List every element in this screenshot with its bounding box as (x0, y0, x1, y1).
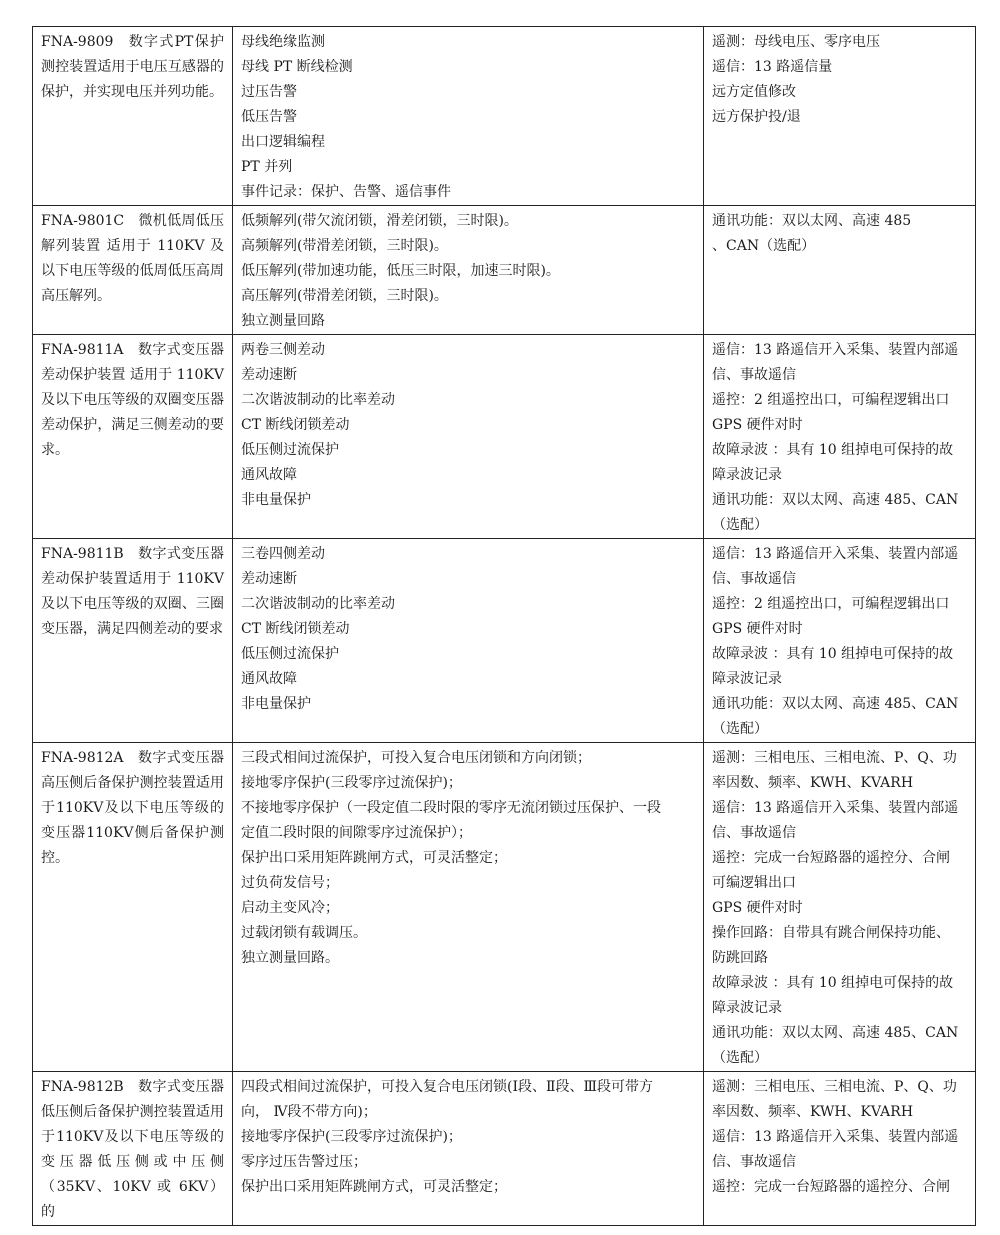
feature-item: 遥信：13 路遥信量 (712, 59, 833, 75)
feature-item: 信、事故遥信 (712, 367, 796, 383)
function-item: 过载闭锁有载调压。 (241, 925, 367, 941)
function-item: 独立测量回路 (241, 313, 325, 329)
table-row (33, 1072, 976, 1226)
features-cell (704, 1072, 976, 1226)
feature-item: （选配） (712, 1050, 768, 1066)
feature-item: （选配） (712, 517, 768, 533)
feature-item: 信、事故遥信 (712, 1154, 796, 1170)
feature-item: （选配） (712, 721, 768, 737)
product-description: 数字式变压器低压侧后备保护测控装置适用于110KV及以下电压等级的变压器低压侧或中压侧（35KV、10KV 或 6KV）的 (41, 1079, 224, 1220)
function-item: 独立测量回路。 (241, 950, 339, 966)
function-item: 接地零序保护(三段零序过流保护)； (241, 1129, 462, 1145)
function-item: 通风故障 (241, 671, 297, 687)
function-item: 过负荷发信号； (241, 875, 339, 891)
function-item: 保护出口采用矩阵跳闸方式，可灵活整定； (241, 1179, 507, 1195)
functions-cell (233, 206, 704, 335)
features-cell (704, 539, 976, 743)
feature-item: 遥信：13 路遥信开入采集、装置内部遥 (712, 546, 959, 562)
feature-item: 信、事故遥信 (712, 825, 796, 841)
product-name: FNA-9812B (41, 1079, 124, 1095)
function-item: 过压告警 (241, 84, 297, 100)
feature-item: GPS 硬件对时 (712, 900, 803, 916)
function-item: 两卷三侧差动 (241, 342, 325, 358)
feature-item: 远方定值修改 (712, 84, 796, 100)
product-name: FNA-9801C (41, 213, 125, 229)
feature-item: 遥信：13 路遥信开入采集、装置内部遥 (712, 342, 959, 358)
feature-item: GPS 硬件对时 (712, 621, 803, 637)
feature-item: 遥控：完成一台短路器的遥控分、合闸 (712, 1179, 950, 1195)
product-cell (33, 206, 233, 335)
product-table-body (33, 27, 976, 1226)
table-row (33, 206, 976, 335)
feature-item: 遥控：2 组遥控出口，可编程逻辑出口 (712, 392, 950, 408)
feature-item: 故障录波 ：具有 10 组掉电可保持的故 (712, 975, 954, 991)
feature-item: 、CAN（选配） (712, 238, 816, 254)
function-item: 高频解列(带滑差闭锁，三时限)。 (241, 238, 448, 254)
function-item: 保护出口采用矩阵跳闸方式，可灵活整定； (241, 850, 507, 866)
feature-item: 率因数、频率、KWH、KVARH (712, 775, 914, 791)
function-item: 非电量保护 (241, 492, 311, 508)
function-item: 通风故障 (241, 467, 297, 483)
function-item: 三卷四侧差动 (241, 546, 325, 562)
functions-cell (233, 1072, 704, 1226)
product-name: FNA-9811B (41, 546, 124, 562)
feature-item: 防跳回路 (712, 950, 768, 966)
functions-cell (233, 335, 704, 539)
feature-item: 故障录波 ：具有 10 组掉电可保持的故 (712, 646, 954, 662)
function-item: 二次谐波制动的比率差动 (241, 392, 395, 408)
feature-item: 遥测：三相电压、三相电流、P、Q、功 (712, 750, 957, 766)
function-item: 低频解列(带欠流闭锁，滑差闭锁，三时限)。 (241, 213, 518, 229)
function-item: 事件记录：保护、告警、遥信事件 (241, 184, 451, 200)
product-table (32, 26, 976, 1226)
function-item: CT 断线闭锁差动 (241, 621, 350, 637)
product-description: 数字式变压器高压侧后备保护测控装置适用于110KV及以下电压等级的变压器110KV侧后备保护测控。 (41, 750, 224, 866)
features-cell (704, 743, 976, 1072)
feature-item: 障录波记录 (712, 1000, 782, 1016)
function-item: 低压侧过流保护 (241, 442, 339, 458)
function-item: 低压侧过流保护 (241, 646, 339, 662)
product-name: FNA-9811A (41, 342, 124, 358)
feature-item: 通讯功能：双以太网、高速 485、CAN (712, 696, 959, 712)
function-item: 母线 PT 断线检测 (241, 59, 353, 75)
function-item: 低压告警 (241, 109, 297, 125)
features-cell (704, 335, 976, 539)
product-cell (33, 1072, 233, 1226)
function-item: 低压解列(带加速功能，低压三时限，加速三时限)。 (241, 263, 560, 279)
feature-item: 遥测：三相电压、三相电流、P、Q、功 (712, 1079, 957, 1095)
features-cell (704, 206, 976, 335)
functions-cell (233, 743, 704, 1072)
feature-item: 遥控：2 组遥控出口，可编程逻辑出口 (712, 596, 950, 612)
table-row (33, 27, 976, 206)
feature-item: 障录波记录 (712, 671, 782, 687)
function-item: 母线绝缘监测 (241, 34, 325, 50)
product-cell (33, 539, 233, 743)
table-row (33, 335, 976, 539)
product-cell (33, 743, 233, 1072)
feature-item: 遥控：完成一台短路器的遥控分、合闸 (712, 850, 950, 866)
product-name: FNA-9812A (41, 750, 124, 766)
function-item: 向， Ⅳ段不带方向)； (241, 1104, 377, 1120)
table-row (33, 743, 976, 1072)
feature-item: 远方保护投/退 (712, 109, 801, 125)
features-cell (704, 27, 976, 206)
feature-item: 操作回路：自带具有跳合闸保持功能、 (712, 925, 950, 941)
product-description: 微机低周低压解列装置 适用于 110KV 及以下电压等级的低周低压高周高压解列。 (41, 213, 224, 304)
feature-item: 遥测：母线电压、零序电压 (712, 34, 880, 50)
product-description: 数字式变压器差动保护装置 适用于 110KV 及以下电压等级的双圈变压器差动保护，满足三侧差动的要求。 (41, 342, 224, 458)
feature-item: 遥信：13 路遥信开入采集、装置内部遥 (712, 1129, 959, 1145)
feature-item: 通讯功能：双以太网、高速 485、CAN (712, 492, 959, 508)
function-item: PT 并列 (241, 159, 293, 175)
feature-item: 率因数、频率、KWH、KVARH (712, 1104, 914, 1120)
product-name: FNA-9809 (41, 34, 114, 50)
feature-item: 障录波记录 (712, 467, 782, 483)
product-cell (33, 27, 233, 206)
function-item: 不接地零序保护（一段定值二段时限的零序无流闭锁过压保护、一段 (241, 800, 661, 816)
function-item: 差动速断 (241, 367, 297, 383)
function-item: 差动速断 (241, 571, 297, 587)
feature-item: 故障录波 ：具有 10 组掉电可保持的故 (712, 442, 954, 458)
function-item: 四段式相间过流保护，可投入复合电压闭锁(Ⅰ段、Ⅱ段、Ⅲ段可带方 (241, 1079, 654, 1095)
feature-item: GPS 硬件对时 (712, 417, 803, 433)
function-item: 启动主变风冷； (241, 900, 339, 916)
product-cell (33, 335, 233, 539)
function-item: 二次谐波制动的比率差动 (241, 596, 395, 612)
function-item: 出口逻辑编程 (241, 134, 325, 150)
feature-item: 信、事故遥信 (712, 571, 796, 587)
feature-item: 通讯功能：双以太网、高速 485 (712, 213, 912, 229)
feature-item: 遥信：13 路遥信开入采集、装置内部遥 (712, 800, 959, 816)
function-item: 定值二段时限的间隙零序过流保护）； (241, 825, 472, 841)
product-description: 数字式PT保护测控装置适用于电压互感器的保护，并实现电压并列功能。 (41, 34, 224, 100)
functions-cell (233, 27, 704, 206)
table-row (33, 539, 976, 743)
function-item: 三段式相间过流保护，可投入复合电压闭锁和方向闭锁； (241, 750, 591, 766)
function-item: 非电量保护 (241, 696, 311, 712)
product-description: 数字式变压器差动保护装置适用于 110KV 及以下电压等级的双圈、三圈变压器，满足四侧差动的要求 (41, 546, 224, 637)
function-item: CT 断线闭锁差动 (241, 417, 350, 433)
function-item: 接地零序保护(三段零序过流保护)； (241, 775, 462, 791)
feature-item: 通讯功能：双以太网、高速 485、CAN (712, 1025, 959, 1041)
function-item: 零序过压告警过压； (241, 1154, 367, 1170)
feature-item: 可编逻辑出口 (712, 875, 796, 891)
functions-cell (233, 539, 704, 743)
function-item: 高压解列(带滑差闭锁，三时限)。 (241, 288, 448, 304)
